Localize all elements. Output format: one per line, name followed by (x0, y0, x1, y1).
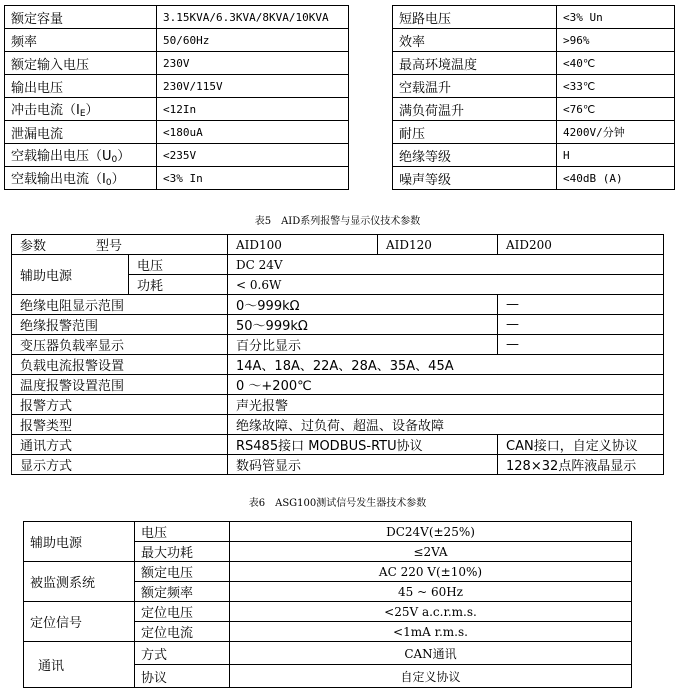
param-label: 负载电流报警设置 (12, 355, 228, 375)
table-row (12, 255, 664, 275)
header-param: 参数 (20, 239, 47, 254)
asg-spec-table (23, 521, 632, 688)
spec-value: <40℃ (557, 52, 675, 75)
spec-label (5, 52, 157, 75)
spec-label-text: 额定输入电压 (11, 57, 90, 73)
item-value: ≤2VA (230, 542, 632, 562)
table-row (5, 121, 675, 144)
spec-label: 噪声等级 (393, 167, 557, 190)
param-value: 绝缘故障、过负荷、超温、设备故障 (228, 415, 664, 435)
table-row (12, 375, 664, 395)
item-label: 额定频率 (135, 582, 230, 602)
spec-label-tail: ） (111, 172, 125, 187)
header-model: 型号 (96, 239, 123, 254)
table-header-row (12, 235, 664, 255)
item-label: 额定电压 (135, 562, 230, 582)
spec-label (5, 29, 157, 52)
column-gap (349, 75, 393, 98)
column-gap (349, 121, 393, 144)
spec-value: 50/60Hz (157, 29, 349, 52)
header-aid120: AID120 (378, 235, 498, 255)
item-value: <1mA r.m.s. (230, 622, 632, 642)
param-label: 报警类型 (12, 415, 228, 435)
power-value: < 0.6W (228, 275, 664, 295)
param-label: 通讯方式 (12, 435, 228, 455)
item-value: AC 220 V(±10%) (230, 562, 632, 582)
item-value: DC24V(±25%) (230, 522, 632, 542)
item-label: 协议 (135, 665, 230, 688)
subscript: 0 (111, 155, 118, 165)
spec-value: <76℃ (557, 98, 675, 121)
spec-label (5, 98, 157, 121)
table-row (5, 52, 675, 75)
item-value: <25V a.c.r.m.s. (230, 602, 632, 622)
header-aid200: AID200 (498, 235, 664, 255)
spec-value: <235V (157, 144, 349, 167)
column-gap (349, 6, 393, 29)
param-value-aid200: CAN接口，自定义协议 (498, 435, 664, 455)
spec-label-text: 频率 (11, 34, 38, 50)
aid-spec-table (11, 234, 664, 475)
spec-label (5, 121, 157, 144)
aux-power-label: 辅助电源 (12, 255, 129, 295)
item-label: 定位电压 (135, 602, 230, 622)
spec-value: 230V/115V (157, 75, 349, 98)
table6-caption: 表6 ASG100测试信号发生器技术参数 (248, 498, 427, 509)
column-gap (349, 144, 393, 167)
param-value: 0～999kΩ (228, 295, 498, 315)
table-row (24, 522, 632, 542)
table-row (24, 602, 632, 622)
spec-label-text: 空载输出电流（I (11, 172, 106, 187)
table-row (5, 29, 675, 52)
spec-value: >96% (557, 29, 675, 52)
spec-label: 绝缘等级 (393, 144, 557, 167)
subscript: 0 (105, 178, 112, 188)
header-param-model (12, 235, 228, 255)
spec-label-text: 冲击电流（I (11, 103, 80, 118)
spec-label-text: 输出电压 (11, 80, 64, 96)
param-label: 变压器负载率显示 (12, 335, 228, 355)
table-row (24, 562, 632, 582)
spec-value: H (557, 144, 675, 167)
spec-label-tail: ） (85, 103, 99, 118)
spec-label-text: 空载输出电压（U (11, 149, 112, 164)
param-value: RS485接口 MODBUS-RTU协议 (228, 435, 498, 455)
subscript: E (79, 109, 86, 119)
spec-label-text: 额定容量 (11, 11, 64, 27)
spec-label: 耐压 (393, 121, 557, 144)
spec-label: 短路电压 (393, 6, 557, 29)
voltage-value: DC 24V (228, 255, 664, 275)
item-label: 方式 (135, 642, 230, 665)
spec-value: <12In (157, 98, 349, 121)
spec-label: 空载温升 (393, 75, 557, 98)
spec-value: <40dB (A) (557, 167, 675, 190)
item-label: 电压 (135, 522, 230, 542)
column-gap (349, 29, 393, 52)
group-label: 定位信号 (24, 602, 135, 642)
table-row (5, 75, 675, 98)
spec-label (5, 75, 157, 98)
param-value: 0 ～+200℃ (228, 375, 664, 395)
spec-label: 满负荷温升 (393, 98, 557, 121)
spec-value: <3% Un (557, 6, 675, 29)
header-aid100: AID100 (228, 235, 378, 255)
table-row (12, 415, 664, 435)
table-row (12, 315, 664, 335)
spec-label: 效率 (393, 29, 557, 52)
spec-value: 230V (157, 52, 349, 75)
spec-value: 3.15KVA/6.3KVA/8KVA/10KVA (157, 6, 349, 29)
spec-value: <180uA (157, 121, 349, 144)
column-gap (349, 167, 393, 190)
table-row (5, 98, 675, 121)
voltage-label: 电压 (129, 255, 228, 275)
table-row (12, 295, 664, 315)
table-row (5, 144, 675, 167)
param-label: 温度报警设置范围 (12, 375, 228, 395)
spec-value: <3% In (157, 167, 349, 190)
table-row (12, 455, 664, 475)
param-value-aid200: — (498, 295, 664, 315)
group-label: 通讯 (24, 642, 135, 688)
param-value: 50～999kΩ (228, 315, 498, 335)
group-label: 被监测系统 (24, 562, 135, 602)
item-value: 自定义协议 (230, 665, 632, 688)
spec-value: 4200V/分钟 (557, 121, 675, 144)
table5-caption: 表5 AID系列报警与显示仪技术参数 (254, 216, 421, 227)
spec-label-tail: ） (117, 149, 131, 164)
spec-label-text: 泄漏电流 (11, 126, 64, 142)
item-label: 最大功耗 (135, 542, 230, 562)
power-label: 功耗 (129, 275, 228, 295)
table-row (24, 642, 632, 665)
param-value-aid200: — (498, 315, 664, 335)
table-row (12, 335, 664, 355)
spec-label (5, 167, 157, 190)
item-value: CAN通讯 (230, 642, 632, 665)
spec-value: <33℃ (557, 75, 675, 98)
column-gap (349, 52, 393, 75)
item-label: 定位电流 (135, 622, 230, 642)
transformer-spec-table (4, 5, 675, 190)
spec-label (5, 144, 157, 167)
table-row (12, 435, 664, 455)
param-value-aid200: 128×32点阵液晶显示 (498, 455, 664, 475)
param-label: 绝缘电阻显示范围 (12, 295, 228, 315)
param-value: 百分比显示 (228, 335, 498, 355)
param-label: 绝缘报警范围 (12, 315, 228, 335)
spec-label: 最高环境温度 (393, 52, 557, 75)
param-label: 报警方式 (12, 395, 228, 415)
spec-label (5, 6, 157, 29)
param-value: 14A、18A、22A、28A、35A、45A (228, 355, 664, 375)
table-row (5, 167, 675, 190)
table-row (5, 6, 675, 29)
param-value-aid200: — (498, 335, 664, 355)
group-label: 辅助电源 (24, 522, 135, 562)
table-row (12, 395, 664, 415)
item-value: 45 ~ 60Hz (230, 582, 632, 602)
table-row (12, 355, 664, 375)
column-gap (349, 98, 393, 121)
param-value: 声光报警 (228, 395, 664, 415)
param-value: 数码管显示 (228, 455, 498, 475)
param-label: 显示方式 (12, 455, 228, 475)
